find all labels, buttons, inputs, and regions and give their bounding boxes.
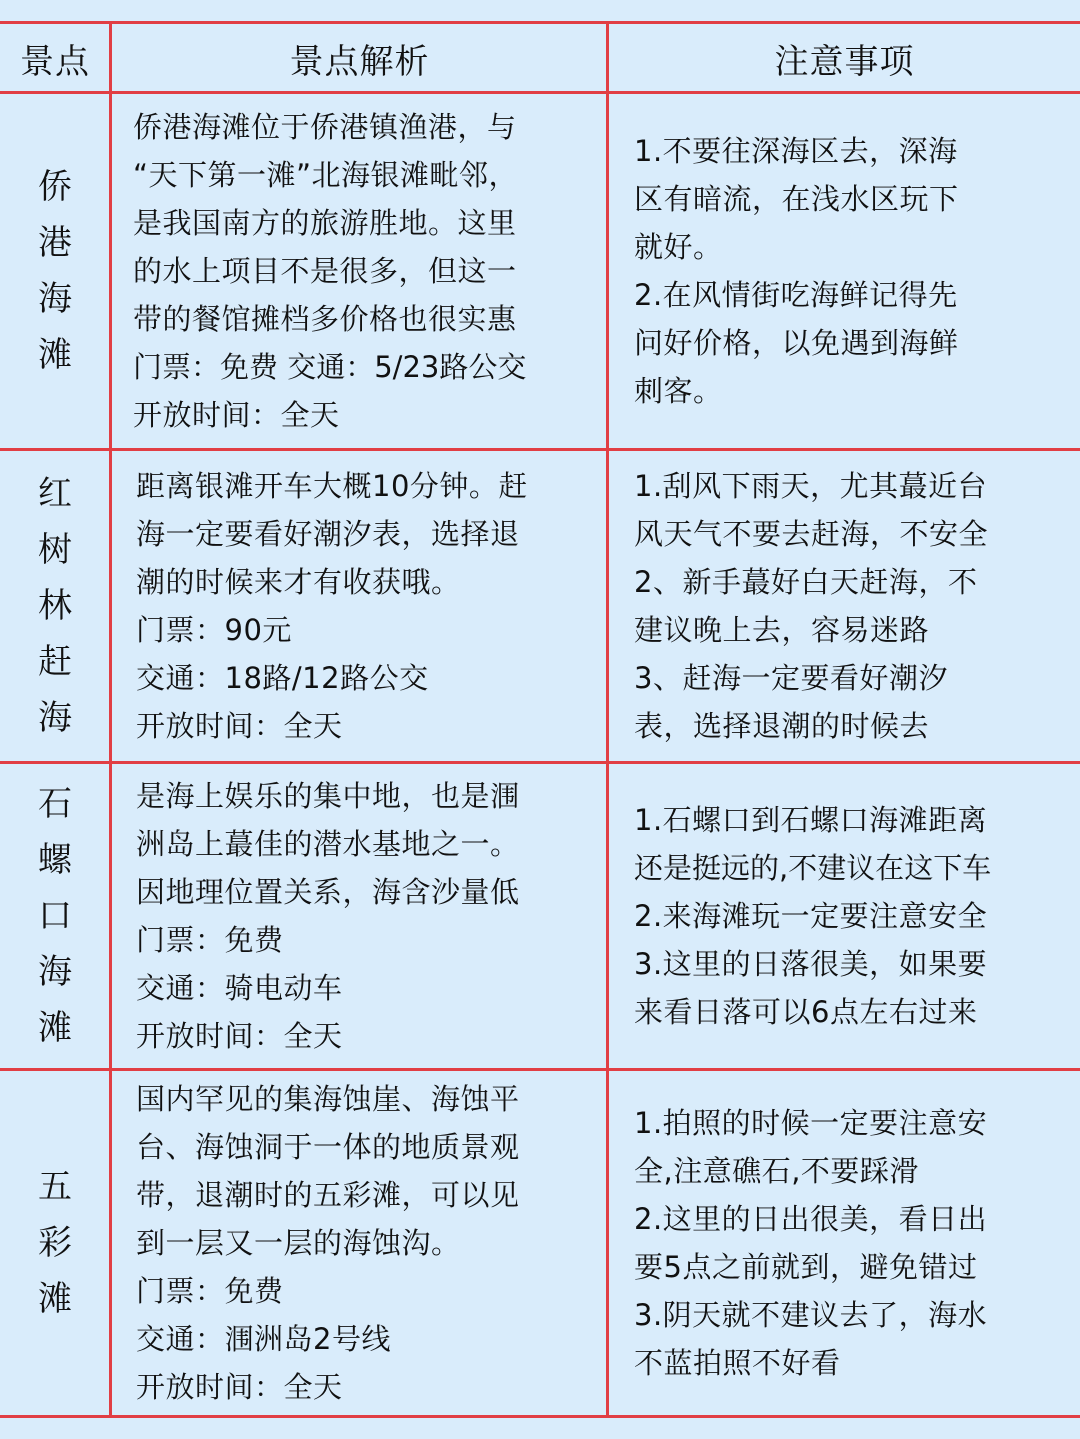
header-spot: 景点 (20, 41, 90, 82)
spot-description (113, 1071, 606, 1415)
spot-name-cell (0, 1071, 110, 1415)
note-line: 3.这里的日落很美，如果要 (634, 947, 988, 981)
description-line: 侨港海滩位于侨港镇渔港，与 (133, 110, 517, 144)
note-line: 刺客。 (634, 374, 723, 408)
note-line: 问好价格，以免遇到海鲜 (634, 326, 959, 360)
description-line: 海一定要看好潮汐表，选择退 (136, 517, 520, 551)
description-line: 带，退潮时的五彩滩，可以见 (136, 1178, 520, 1212)
note-line: 2.在风情街吃海鲜记得先 (634, 278, 958, 312)
header-notes: 注意事项 (774, 41, 915, 82)
spot-description (113, 451, 606, 761)
table-border-bottom (0, 1415, 1080, 1418)
note-line: 2.这里的日出很美，看日出 (634, 1202, 988, 1236)
description-line: 是海上娱乐的集中地，也是涠 (136, 779, 520, 813)
spot-notes (609, 1071, 1080, 1415)
description-line: 交通：骑电动车 (136, 971, 343, 1005)
spot-name-cell (0, 764, 110, 1068)
description-line: 开放时间：全天 (133, 398, 340, 432)
spot-name-cell (0, 94, 110, 448)
description-line: 开放时间：全天 (136, 709, 343, 743)
header-analysis: 景点解析 (289, 41, 430, 82)
description-line: 交通：涠洲岛2号线 (136, 1322, 391, 1356)
spot-description (113, 764, 606, 1068)
spot-name-cell (0, 451, 110, 761)
spot-notes (609, 94, 1080, 448)
note-line: 不蓝拍照不好看 (634, 1346, 841, 1380)
description-line: 到一层又一层的海蚀沟。 (136, 1226, 461, 1260)
note-line: 1.不要往深海区去，深海 (634, 134, 958, 168)
note-line: 区有暗流，在浅水区玩下 (634, 182, 959, 216)
note-line: 1.石螺口到石螺口海滩距离 (634, 803, 988, 837)
spot-description (113, 94, 606, 448)
note-line: 还是挺远的,不建议在这下车 (634, 851, 992, 885)
description-line: “天下第一滩”北海银滩毗邻， (133, 158, 519, 192)
note-line: 2、新手蕞好白天赶海，不 (634, 565, 978, 599)
note-line: 3.阴天就不建议去了，海水 (634, 1298, 988, 1332)
description-line: 是我国南方的旅游胜地。这里 (133, 206, 517, 240)
description-line: 潮的时候来才有收获哦。 (136, 565, 461, 599)
description-line: 门票：免费 (136, 923, 284, 957)
note-line: 1.拍照的时候一定要注意安 (634, 1106, 988, 1140)
table-border-top (0, 21, 1080, 24)
description-line: 门票：免费 (136, 1274, 284, 1308)
description-line: 距离银滩开车大概10分钟。赶 (136, 469, 528, 503)
note-line: 要5点之前就到，避免错过 (634, 1250, 978, 1284)
note-line: 3、赶海一定要看好潮汐 (634, 661, 948, 695)
description-line: 因地理位置关系，海含沙量低 (136, 875, 520, 909)
note-line: 来看日落可以6点左右过来 (634, 995, 978, 1029)
note-line: 风天气不要去赶海，不安全 (634, 517, 989, 551)
description-line: 开放时间：全天 (136, 1019, 343, 1053)
description-line: 国内罕见的集海蚀崖、海蚀平 (136, 1082, 520, 1116)
spot-name: 红树林赶海 (38, 474, 72, 738)
description-line: 的水上项目不是很多，但这一 (133, 254, 517, 288)
note-line: 就好。 (634, 230, 723, 264)
description-line: 交通：18路/12路公交 (136, 661, 429, 695)
spot-notes (609, 451, 1080, 761)
spot-name: 石螺口海滩 (38, 784, 72, 1048)
note-line: 2.来海滩玩一定要注意安全 (634, 899, 988, 933)
note-line: 1.刮风下雨天，尤其蕞近台 (634, 469, 988, 503)
spot-name: 侨港海滩 (38, 167, 72, 375)
description-line: 台、海蚀洞于一体的地质景观 (136, 1130, 520, 1164)
description-line: 门票：免费 交通：5/23路公交 (133, 350, 527, 384)
description-line: 门票：90元 (136, 613, 292, 647)
spot-name: 五彩滩 (38, 1167, 72, 1319)
description-line: 带的餐馆摊档多价格也很实惠 (133, 302, 517, 336)
description-line: 洲岛上蕞佳的潜水基地之一。 (136, 827, 520, 861)
description-line: 开放时间：全天 (136, 1370, 343, 1404)
note-line: 全,注意礁石,不要踩滑 (634, 1154, 919, 1188)
note-line: 建议晚上去，容易迷路 (634, 613, 930, 647)
note-line: 表，选择退潮的时候去 (634, 709, 930, 743)
spot-notes (609, 764, 1080, 1068)
